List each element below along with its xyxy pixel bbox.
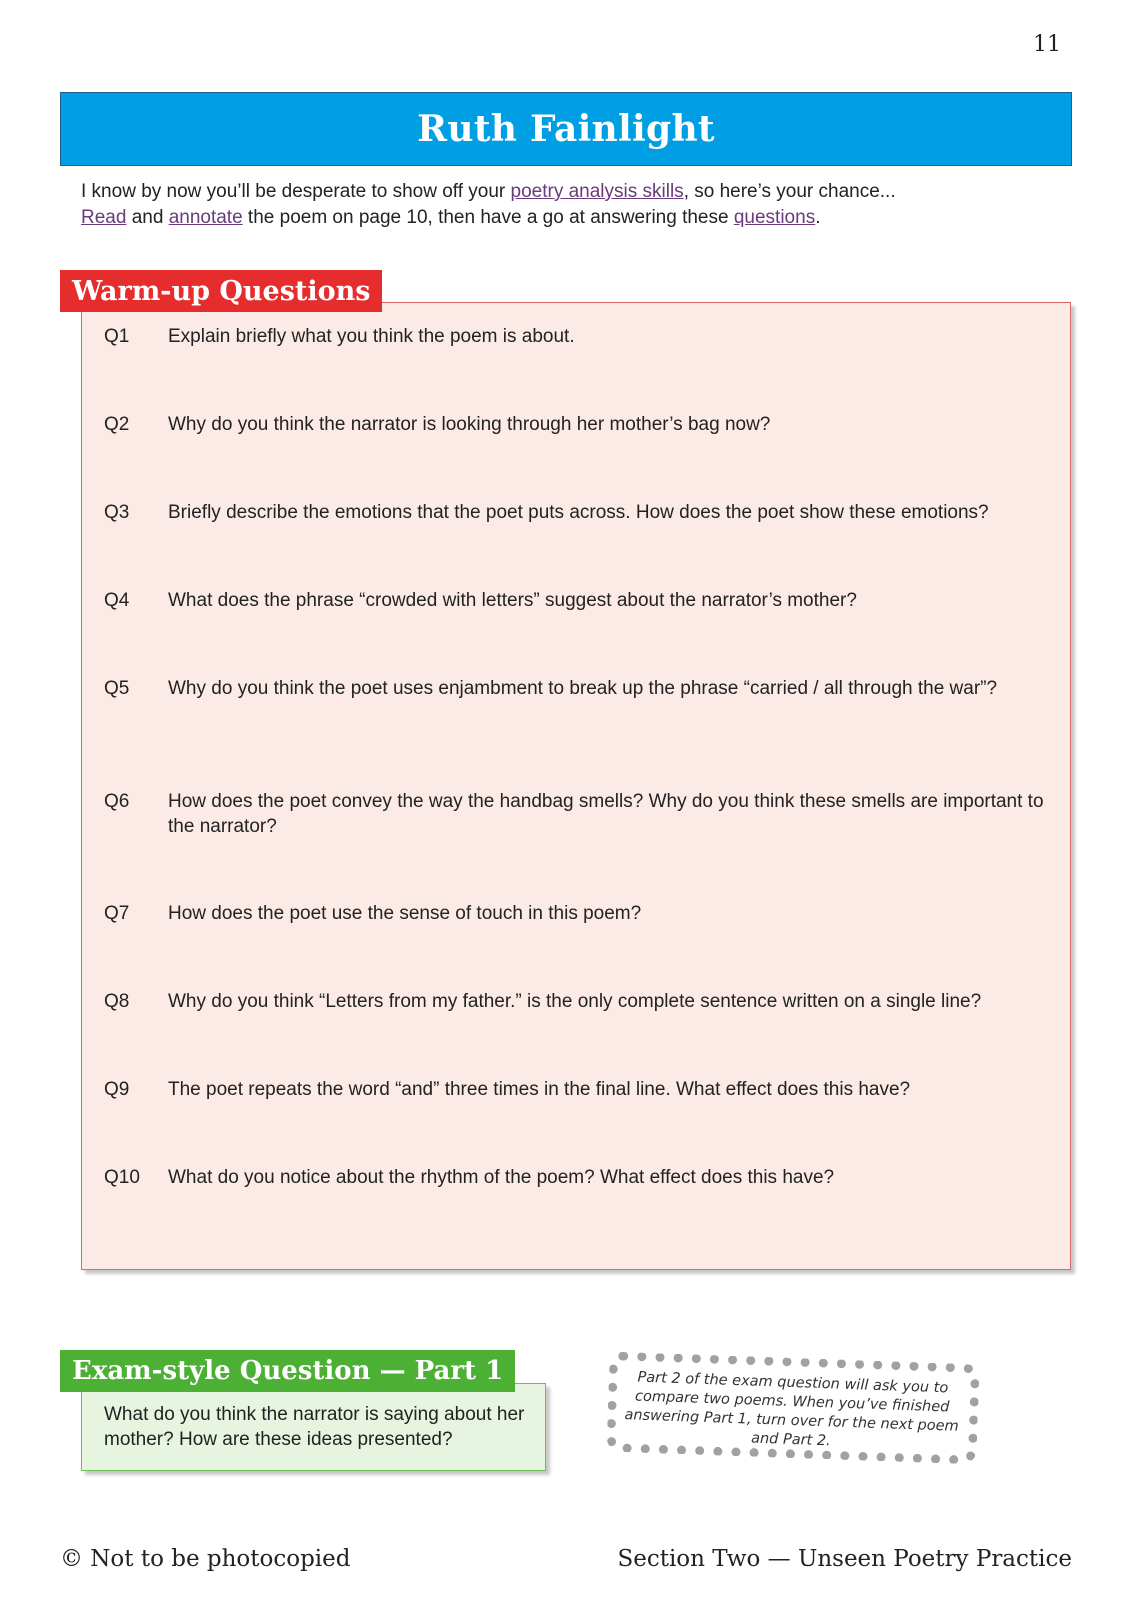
warmup-heading: Warm-up Questions [60, 270, 382, 312]
question-text: What do you notice about the rhythm of the poem? What effect does this have? [168, 1167, 835, 1188]
question-text: How does the poet convey the way the handbag smells? Why do you think these smells are important to the narrator? [168, 791, 1044, 837]
question-number: Q2 [104, 414, 130, 435]
question-number: Q3 [104, 502, 130, 523]
question-item [104, 1165, 1054, 1190]
question-text: Explain briefly what you think the poem is about. [168, 326, 575, 347]
exam-question-box [81, 1383, 546, 1471]
intro-text: and [126, 207, 169, 228]
title-banner [60, 92, 1072, 166]
intro-text: , so here’s your chance... [683, 181, 896, 202]
question-item [104, 989, 1054, 1014]
question-item [104, 676, 1054, 701]
question-item [104, 324, 1054, 349]
page-number: 11 [1033, 32, 1061, 57]
question-number: Q1 [104, 326, 130, 347]
questions-link[interactable]: questions [733, 207, 816, 228]
note-text: Part 2 of the exam question will ask you to compare two poems. When you’ve finished answering Part 1, turn over for the next poem and Part 2. [624, 1369, 959, 1450]
question-number: Q10 [104, 1167, 140, 1188]
copyright-footer: © Not to be photocopied [60, 1546, 351, 1572]
question-number: Q6 [104, 791, 130, 812]
question-number: Q8 [104, 991, 130, 1012]
exam-question-text: What do you think the narrator is saying about her mother? How are these ideas presented? [104, 1404, 525, 1450]
annotate-link[interactable]: annotate [168, 207, 243, 228]
question-item [104, 789, 1054, 839]
question-number: Q9 [104, 1079, 130, 1100]
question-number: Q7 [104, 903, 130, 924]
question-text: Why do you think “Letters from my father.” is the only complete sentence written on a single line? [168, 991, 982, 1012]
question-number: Q4 [104, 590, 130, 611]
question-item [104, 1077, 1054, 1102]
question-text: Why do you think the poet uses enjambment to break up the phrase “carried / all through the war”? [168, 678, 998, 699]
exam-heading: Exam-style Question — Part 1 [60, 1350, 515, 1392]
question-text: Briefly describe the emotions that the poet puts across. How does the poet show these emotions? [168, 502, 989, 523]
intro-text: . [815, 207, 821, 228]
read-link[interactable]: Read [81, 207, 127, 228]
question-item [104, 901, 1054, 926]
page-title: Ruth Fainlight [417, 108, 715, 150]
question-text: How does the poet use the sense of touch in this poem? [168, 903, 642, 924]
question-item [104, 588, 1054, 613]
poetry-analysis-skills-link[interactable]: poetry analysis skills [510, 181, 684, 202]
intro-text: I know by now you’ll be desperate to show off your [81, 181, 511, 202]
question-text: Why do you think the narrator is looking through her mother’s bag now? [168, 414, 771, 435]
question-item [104, 500, 1054, 525]
tip-note [606, 1352, 979, 1465]
question-text: The poet repeats the word “and” three times in the final line. What effect does this have? [168, 1079, 911, 1100]
question-text: What does the phrase “crowded with letters” suggest about the narrator’s mother? [168, 590, 857, 611]
section-footer: Section Two — Unseen Poetry Practice [617, 1546, 1072, 1572]
intro-text: the poem on page 10, then have a go at answering these [242, 207, 734, 228]
question-number: Q5 [104, 678, 130, 699]
intro-paragraph [81, 179, 1041, 231]
warmup-questions-box [81, 302, 1071, 1270]
question-item [104, 412, 1054, 437]
